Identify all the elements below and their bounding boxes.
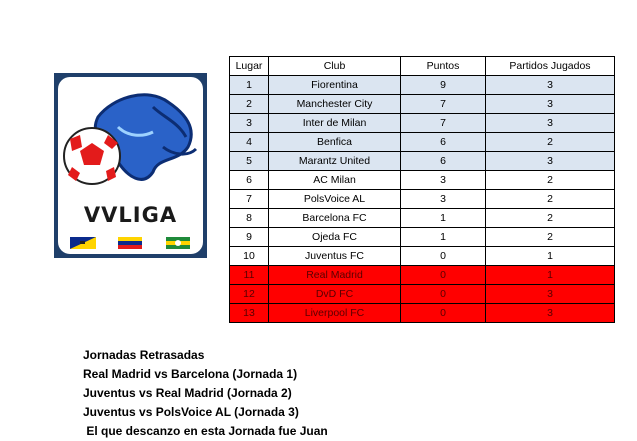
cell-puntos: 1 (401, 209, 486, 228)
cell-partidos: 2 (486, 171, 615, 190)
cell-puntos: 9 (401, 76, 486, 95)
cell-club: AC Milan (269, 171, 401, 190)
table-body (230, 76, 615, 323)
cell-partidos: 2 (486, 190, 615, 209)
league-logo (54, 73, 207, 258)
table-row (230, 171, 615, 190)
cell-partidos: 3 (486, 304, 615, 323)
notes-line: El que descanzo en esta Jornada fue Juan (83, 424, 328, 438)
standings-table (229, 56, 615, 323)
cell-club: Liverpool FC (269, 304, 401, 323)
cell-club: Inter de Milan (269, 114, 401, 133)
cell-partidos: 3 (486, 285, 615, 304)
cell-puntos: 0 (401, 304, 486, 323)
cell-club: Real Madrid (269, 266, 401, 285)
cell-partidos: 3 (486, 95, 615, 114)
cell-lugar: 4 (230, 133, 269, 152)
cell-puntos: 0 (401, 247, 486, 266)
cell-partidos: 2 (486, 209, 615, 228)
cell-puntos: 3 (401, 190, 486, 209)
cell-partidos: 2 (486, 133, 615, 152)
cell-puntos: 7 (401, 114, 486, 133)
cell-puntos: 0 (401, 266, 486, 285)
table-row (230, 133, 615, 152)
notes-line: Juventus vs Real Madrid (Jornada 2) (83, 386, 292, 400)
notes-block (83, 346, 328, 441)
notes-line: Real Madrid vs Barcelona (Jornada 1) (83, 367, 298, 381)
logo-emblem-icon (58, 77, 203, 203)
cell-puntos: 7 (401, 95, 486, 114)
header-club: Club (269, 57, 401, 76)
cell-lugar: 7 (230, 190, 269, 209)
cell-club: Marantz United (269, 152, 401, 171)
cell-club: PolsVoice AL (269, 190, 401, 209)
cell-partidos: 1 (486, 266, 615, 285)
notes-title: Jornadas Retrasadas (83, 348, 205, 362)
cell-lugar: 3 (230, 114, 269, 133)
flag-2-icon (118, 237, 142, 249)
table-row (230, 266, 615, 285)
flags-icon (58, 235, 203, 249)
cell-puntos: 1 (401, 228, 486, 247)
cell-partidos: 1 (486, 247, 615, 266)
cell-club: DvD FC (269, 285, 401, 304)
table-row (230, 228, 615, 247)
cell-puntos: 0 (401, 285, 486, 304)
cell-lugar: 11 (230, 266, 269, 285)
header-partidos-jugados: Partidos Jugados (486, 57, 615, 76)
cell-lugar: 5 (230, 152, 269, 171)
cell-lugar: 6 (230, 171, 269, 190)
header-lugar: Lugar (230, 57, 269, 76)
cell-lugar: 8 (230, 209, 269, 228)
table-row (230, 152, 615, 171)
table-row (230, 304, 615, 323)
cell-club: Barcelona FC (269, 209, 401, 228)
logo-panel (58, 77, 203, 254)
cell-partidos: 2 (486, 228, 615, 247)
flag-1-icon (70, 237, 96, 249)
cell-lugar: 10 (230, 247, 269, 266)
cell-club: Ojeda FC (269, 228, 401, 247)
cell-club: Fiorentina (269, 76, 401, 95)
cell-club: Manchester City (269, 95, 401, 114)
cell-lugar: 2 (230, 95, 269, 114)
table-row (230, 190, 615, 209)
cell-partidos: 3 (486, 152, 615, 171)
cell-puntos: 6 (401, 152, 486, 171)
cell-lugar: 12 (230, 285, 269, 304)
cell-lugar: 9 (230, 228, 269, 247)
cell-club: Juventus FC (269, 247, 401, 266)
cell-puntos: 3 (401, 171, 486, 190)
notes-line: Juventus vs PolsVoice AL (Jornada 3) (83, 405, 299, 419)
flag-3-icon (166, 237, 190, 249)
cell-puntos: 6 (401, 133, 486, 152)
table-row (230, 209, 615, 228)
cell-lugar: 13 (230, 304, 269, 323)
table-row (230, 95, 615, 114)
header-puntos: Puntos (401, 57, 486, 76)
table-row (230, 285, 615, 304)
cell-partidos: 3 (486, 76, 615, 95)
table-header-row (230, 57, 615, 76)
cell-club: Benfica (269, 133, 401, 152)
cell-partidos: 3 (486, 114, 615, 133)
cell-lugar: 1 (230, 76, 269, 95)
table-row (230, 247, 615, 266)
table-row (230, 114, 615, 133)
logo-text: VVLIGA (83, 203, 178, 227)
table-row (230, 76, 615, 95)
